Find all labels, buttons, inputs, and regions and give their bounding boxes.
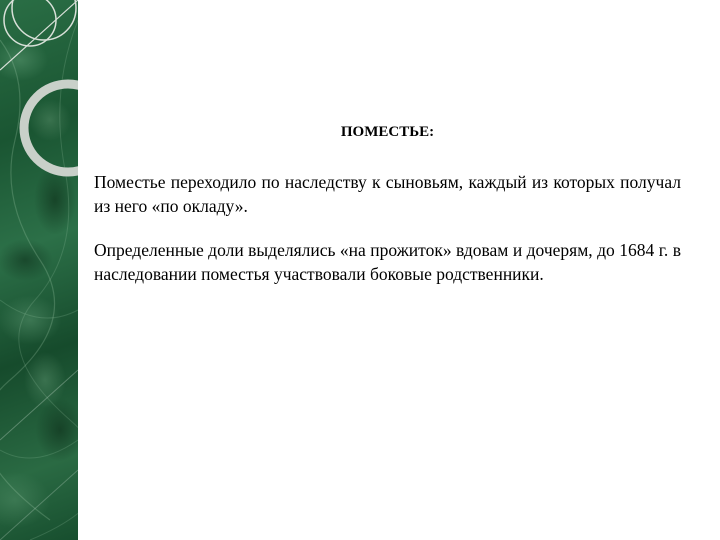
ring-arcs-decoration: [0, 0, 78, 540]
paragraph-2: Определенные доли выделялись «на прожиток» вдовам и дочерям, до 1684 г. в наследовании поместья участвовали боковые родственники.: [94, 240, 681, 284]
slide-title: ПОМЕСТЬЕ:: [340, 124, 435, 140]
slide-content: [94, 120, 681, 306]
paragraph-1: Поместье переходило по наследству к сыновьям, каждый из которых получал из него «по окладу».: [94, 172, 681, 216]
marble-side-panel: [0, 0, 78, 540]
